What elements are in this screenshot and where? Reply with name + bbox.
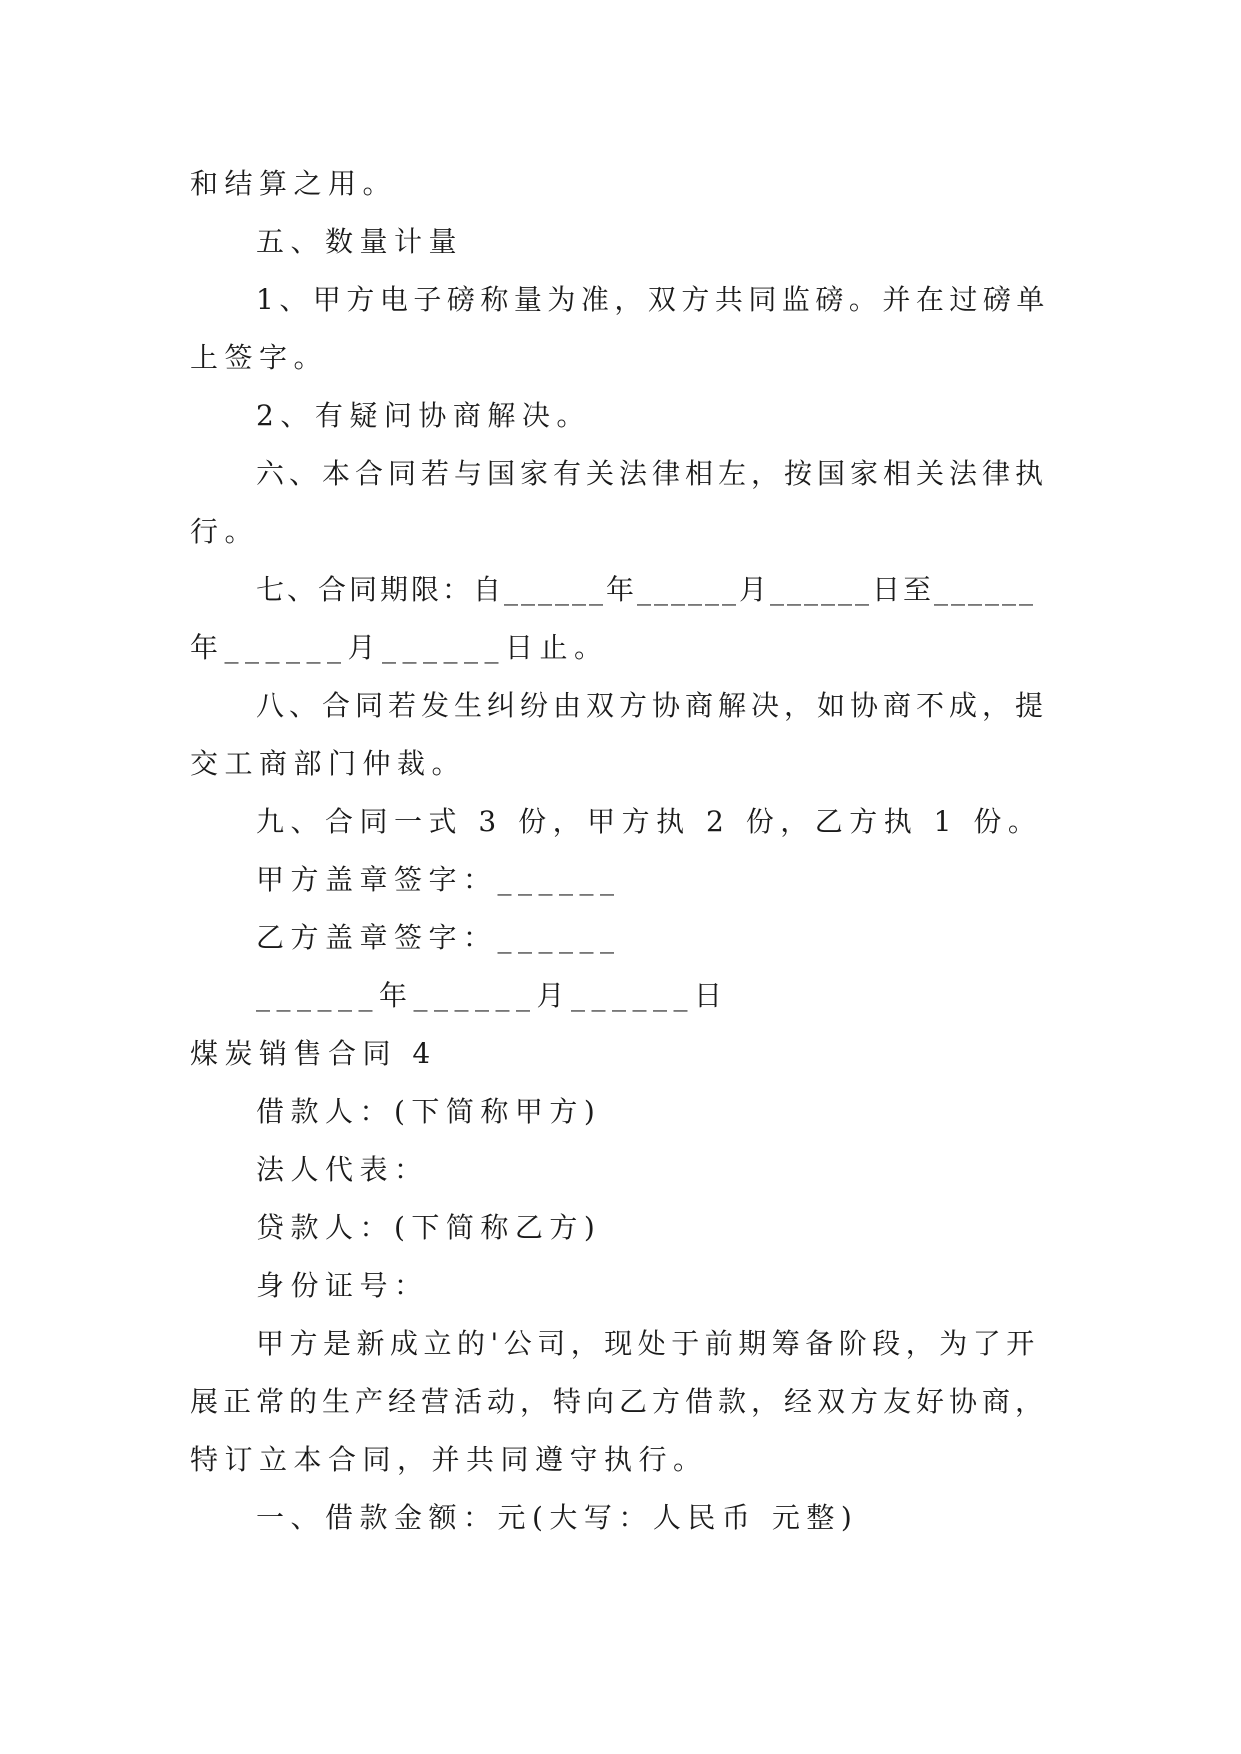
text-line: 行。 xyxy=(190,515,260,548)
text-line: 七、合同期限：自______年______月______日至______ xyxy=(256,573,1037,606)
lender-line: 贷款人：(下简称乙方) xyxy=(256,1211,602,1244)
text-line: 九、合同一式 3 份，甲方执 2 份，乙方执 1 份。 xyxy=(256,805,1043,838)
text-line: 六、本合同若与国家有关法律相左，按国家相关法律执 xyxy=(256,457,1049,490)
text-line: 特订立本合同，并共同遵守执行。 xyxy=(190,1443,708,1476)
text-line: 上签字。 xyxy=(190,341,329,374)
date-line: ______年______月______日 xyxy=(256,979,729,1012)
text-line: 1、甲方电子磅称量为准，双方共同监磅。并在过磅单 xyxy=(256,283,1050,316)
text-line: 2、有疑问协商解决。 xyxy=(256,399,591,432)
id-number-line: 身份证号： xyxy=(256,1269,429,1302)
text-line: 八、合同若发生纠纷由双方协商解决，如协商不成，提 xyxy=(256,689,1049,722)
section-heading: 五、数量计量 xyxy=(256,225,464,258)
loan-amount-line: 一、借款金额：元(大写：人民币 元整) xyxy=(256,1501,859,1534)
text-line: 和结算之用。 xyxy=(190,167,398,200)
text-line: 甲方是新成立的'公司，现处于前期筹备阶段，为了开 xyxy=(256,1327,1040,1360)
borrower-line: 借款人：(下简称甲方) xyxy=(256,1095,602,1128)
party-b-signature-line: 乙方盖章签字：______ xyxy=(256,921,621,954)
text-line: 展正常的生产经营活动，特向乙方借款，经双方友好协商， xyxy=(190,1385,1049,1418)
contract-title: 煤炭销售合同 4 xyxy=(190,1037,437,1070)
legal-representative-line: 法人代表： xyxy=(256,1153,429,1186)
text-line: 交工商部门仲裁。 xyxy=(190,747,467,780)
party-a-signature-line: 甲方盖章签字：______ xyxy=(256,863,621,896)
text-line: 年______月______日止。 xyxy=(190,631,609,664)
